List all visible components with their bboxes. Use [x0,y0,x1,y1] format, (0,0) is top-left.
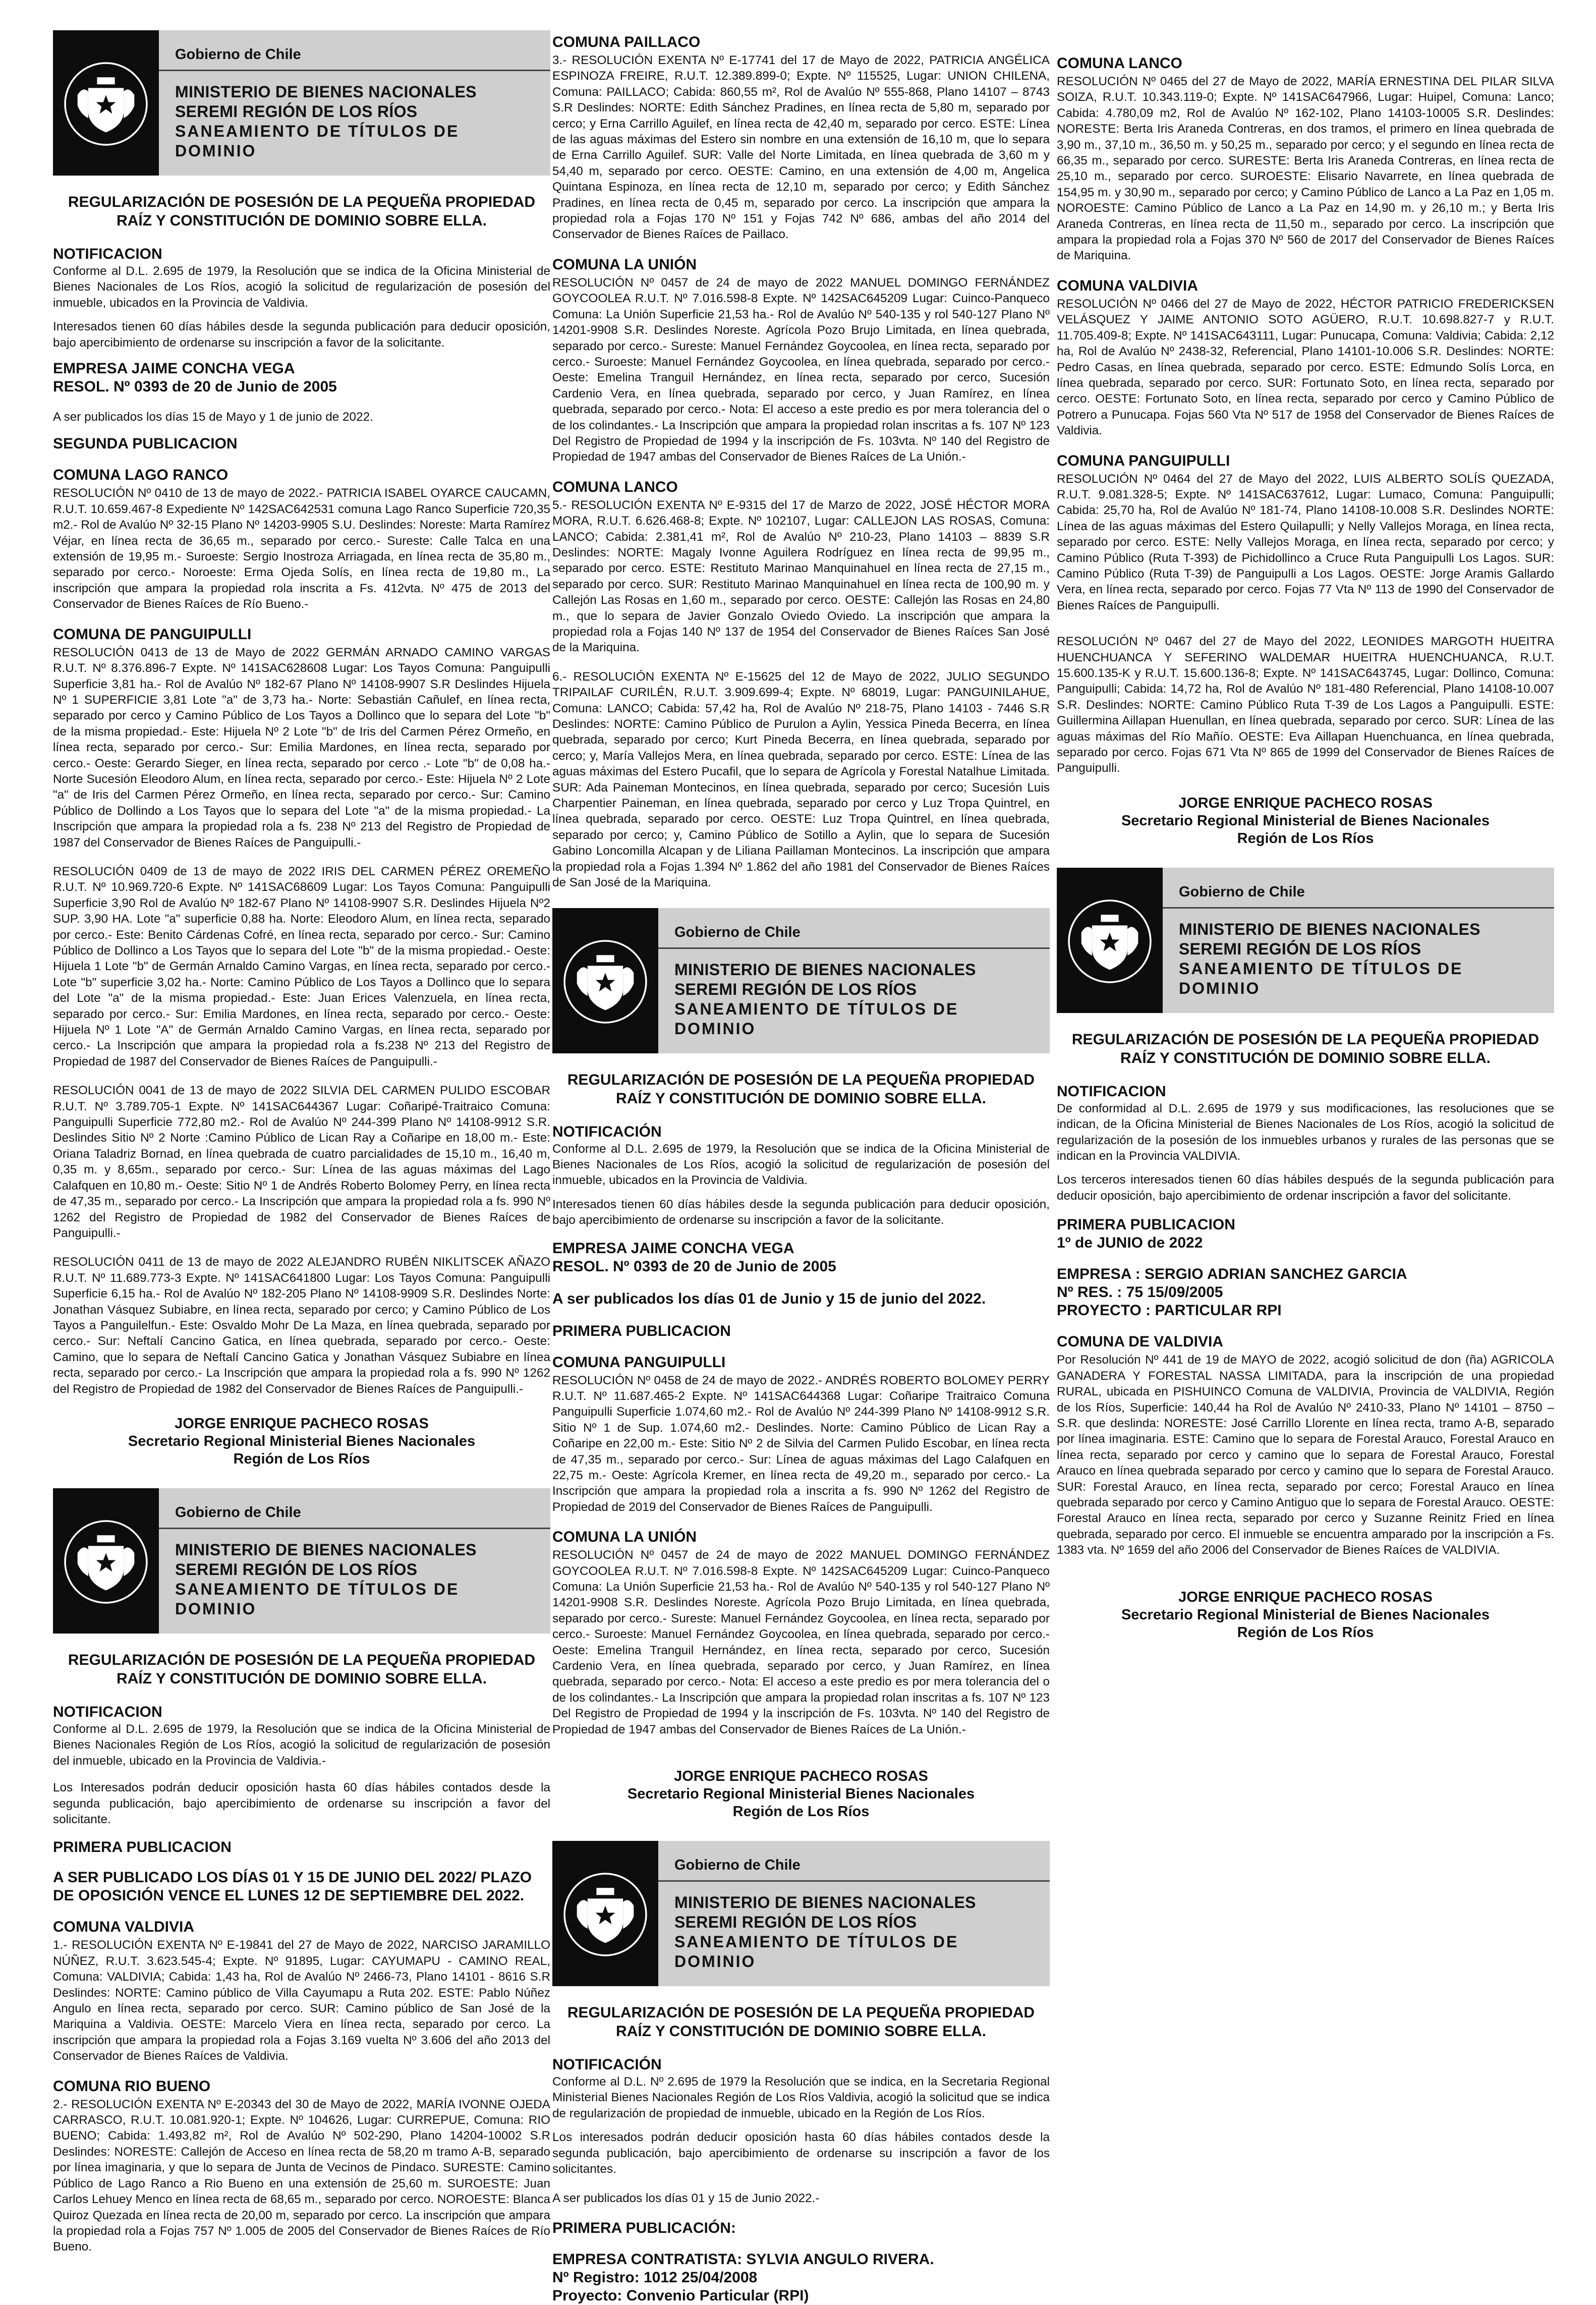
publication-dates: A ser publicados los días 01 y 15 de Junio 2022.- [552,2191,820,2205]
signature-title: Secretario Regional Ministerial Bienes Nacionales [128,1433,476,1449]
notice-header [1057,868,1554,1013]
proyecto-label: PROYECTO : PARTICULAR RPI [1057,1302,1282,1319]
signature-title: Secretario Regional Ministerial de Bienes Nacionales [1121,812,1490,829]
government-shield-logo [552,1841,658,1986]
empresa-label: EMPRESA JAIME CONCHA VEGA [53,360,295,377]
section-title: COMUNA LA UNIÓN [552,256,697,273]
header-seremi: SEREMI REGIÓN DE LOS RÍOS [175,1560,418,1579]
header-divider [1163,907,1554,909]
signature-region: Región de Los Ríos [233,1450,370,1467]
header-government: Gobierno de Chile [1179,883,1305,900]
section-title: COMUNA PAILLACO [552,34,701,50]
signature-name: JORGE ENRIQUE PACHECO ROSAS [175,1415,429,1432]
empresa-label: EMPRESA CONTRATISTA: SYLVIA ANGULO RIVERA. [552,2251,934,2268]
resolution-entry: RESOLUCIÓN 0413 de 13 de Mayo de 2022 GERMÁN ARNADO CAMINO VARGAS R.U.T. Nº 8.376.896-7 Expte. Nº 141SAC628608 Lugar: Los Tayos Comuna: Panguipulli Superficie 3,81 ha.- Rol de Avalúo Nº 182-67 Plano Nº 14108-9907 S.R Deslindes Hijuela Nº 1 SUPERFICIE 3,81 Lote "a" de 3,73 ha.- Norte: Sebastián Cañulef, en línea recta, separado por cerco y Camino Público de Los Tayos a Dollinco que lo separa del Lote "b" de la misma propiedad.- Este: Hijuela Nº 2 Lote "b" de Iris del Carmen Pérez Ormeño, en línea recta, separado por cerco.- Sur: Emilia Mardones, en línea recta, separado por cerco.- Oeste: Gerardo Sieger, en línea recta, separado por cerco .- Lote "b" de 0,08 ha.- Norte Sucesión Eleodoro Alum, en línea recta, separado por cerco.- Este: Hijuela Nº 2 Lote "a" de Iris del Carmen Pérez Ormeño, en línea recta, separado por cerco.- Sur: Camino Público de Dollindo a Los Tayos que lo separa del Lote "a" de la misma propiedad.- La Inscripción que ampara la propiedad rola a fs. 238 Nº 213 del Registro de Propiedad de 1987 del Conservador de Bienes Raíces de Panguipulli.- [53,645,550,850]
resolution-entry: RESOLUCIÓN Nº 0457 de 24 de mayo de 2022 MANUEL DOMINGO FERNÁNDEZ GOYCOOLEA R.U.T. Nº 7.016.598-8 Expte. Nº 142SAC645209 Lugar: Cuinco-Panqueco Comuna: La Unión Superficie 21,53 ha.- Rol de Avalúo Nº 540-135 y rol 540-127 Plano Nº 14201-9908 S.R. Deslindes Noreste. Agrícola Pozo Brujo Limitada, en línea quebrada, separado por cerco.- Sureste: Manuel Fernández Goycoolea, en línea recta, separado por cerco.- Suroeste: Manuel Fernández Goycoolea, en línea quebrada, separado por cerco.- Oeste: Emelina Tranguil Hernández, en línea recta, separado por cerco, Sucesión Cardenio Vera, en línea quebrada, separado por cerco, y Juan Ramírez, en línea quebrada, separado por cerco.- Nota: El acceso a este predio es por mera tolerancia del o de los colindantes.- La Inscripción que ampara la propiedad rolan inscritas a fs. 107 Nº 123 Del Registro de Propiedad de 1994 y la inscripción de Fs. 103vta. Nº 140 del Registro de Propiedad de 1947 ambas del Conservador de Bienes Raíces de La Unión.- [552,1548,1050,1736]
notificacion-text-2: Los interesados podrán deducir oposición hasta 60 días hábiles contados desde la segunda publicación, bajo apercibimiento de ordenarse su inscripción a favor de los solicitantes. [552,2130,1050,2176]
header-seremi: SEREMI REGIÓN DE LOS RÍOS [1179,939,1421,958]
notice-header [552,1841,1050,1986]
signature-region: Región de Los Ríos [1237,1624,1374,1641]
resolution-entry: RESOLUCIÓN Nº 0466 del 27 de Mayo de 2022, HÉCTOR PATRICIO FREDERICKSEN VELÁSQUEZ Y JAIME ANTONIO SOTO AGÜERO, R.U.T. 10.698.827-7 y R.U.T. 11.705.409-8; Expte. Nº 141SAC643111, Lugar: Punucapa, Comuna: Valdivia; Cabida: 2,12 ha, Rol de Avalúo Nº 2438-32, Referencial, Plano 14101-10.006 S.R. Deslindes: NORTE: Pedro Casas, en línea quebrada, separado por cerco. ESTE: Edmundo Solís Lorca, en línea quebrada, separado por cerco. SUR: Fortunato Soto, en línea recta, separado por cerco. OESTE: Fortunato Soto, en línea recta, separado por cerco y Camino Público de Potrero a Punucapa. Fojas 560 Vta Nº 517 de 1958 del Conservador de Bienes Raíces de Valdivia. [1057,297,1554,438]
header-program: SANEAMIENTO DE TÍTULOS DE DOMINIO [674,1933,959,1971]
signature-title: Secretario Regional Ministerial de Bienes Nacionales [1121,1606,1490,1623]
notificacion-text: Conforme al D.L. 2.695 de 1979, la Resolución que se indica de la Oficina Ministerial de Bienes Nacionales de Los Ríos, acogió la solicitud de regularización de posesión del inmueble, ubicados en la Provincia de Valdivia. [552,1142,1050,1188]
resolution-entry: Por Resolución Nº 441 de 19 de MAYO de 2022, acogió solicitud de don (ña) AGRICOLA GANADERA Y FORESTAL NASSA LIMITADA, para la inscripción de una propiedad RURAL, ubicada en PISHUINCO Comuna de VALDIVIA, Provincia de VALDIVIA, Región de los Ríos, Superficie: 140,44 ha Rol de Avalúo Nº 2410-33, Plano Nº 14101 – 8750 – S.R. que deslinda: NORESTE: José Carrillo Llorente en línea recta, tramo A-B, separado por línea imaginaria. ESTE: Camino que lo separa de Forestal Arauco, Forestal Arauco en línea recta, separado por cerco y camino que lo separa de Forestal Arauco, Forestal Arauco en línea quebrada separado por cerco y camino que lo separa de Forestal Arauco. SUR: Forestal Arauco, en línea recta, separado por cerco; Forestal Arauco en línea quebrada separado por cerco y Camino Antiguo que lo separa de Forestal Arauco. OESTE: Forestal Arauco en línea recta, separado por cerco y Suzanne Reinitz Fried en línea quebrada, separado por cerco. El inmueble se encuentra amparado por la inscripción a Fs. 1383 vta. Nº 1659 del año 2006 del Conservador de Bienes Raíces de VALDIVIA. [1057,1353,1554,1557]
primera-publicacion-label: PRIMERA PUBLICACION [53,1839,232,1856]
header-ministry: MINISTERIO DE BIENES NACIONALES [175,1540,477,1559]
signature-region: Región de Los Ríos [732,1804,870,1820]
section-title: COMUNA DE PANGUIPULLI [53,626,252,643]
resolution-entry: RESOLUCIÓN Nº 0467 del 27 de Mayo del 2022, LEONIDES MARGOTH HUEITRA HUENCHUANCA Y SEFERINO WALDEMAR HUEITRA HUENCHUANCA, R.U.T. 15.600.135-K y R.U.T. 15.600.136-8; Expte. Nº 141SAC643745, Lugar: Dollinco, Comuna: Panguipulli; Cabida: 14,72 ha, Rol de Avalúo Nº 181-480 Referencial, Plano 14108-10.007 S.R. Deslindes: NORTE: Camino Público Ruta T-39 de Los Lagos a Panguipulli. ESTE: Guillermina Aillapan Huenullan, en línea quebrada, separado por cerco. SUR: Línea de las aguas máximas del Río Mañío. OESTE: Eva Aillapan Huenchuanca, en línea quebrada, separado por cerco. Fojas 671 Vta Nº 865 de 1999 del Conservador de Bienes Raíces de Panguipulli. [1057,635,1554,775]
notificacion-text-2: Interesados tienen 60 días hábiles desde la segunda publicación para deducir oposición, bajo apercibimiento de ordenarse su inscripción a favor de la solicitante. [552,1197,1050,1227]
government-shield-logo [1057,868,1163,1013]
resolution-entry: RESOLUCIÓN 0411 de 13 de mayo de 2022 ALEJANDRO RUBÉN NIKLITSCEK AÑAZO R.U.T. Nº 11.689.773-3 Expte. Nº 141SAC641800 Lugar: Los Tayos Comuna: Panguipulli Superficie 6,15 ha.- Rol de Avalúo Nº 182-205 Plano Nº 14108-9909 S.R. Deslindes Norte: Jonathan Vásquez Subiabre, en línea recta, separado por cerco; y Camino Público de Los Tayos a Panguilelfun.- Este: Osvaldo Mohr De La Maza, en línea quebrada, separado por cerco.- Sur: Neftalí Cancino Gatica, en línea quebrada, separado por cerco.- Oeste: Camino, que lo separa de Neftalí Cancino Gatica y Jonathan Vásquez Subiabre en línea recta, separado por cerco.- La Inscripción que ampara la propiedad rola a fs. 990 Nº 1262 del Registro de Propiedad de 1982 del Conservador de Bienes Raíces de Panguipulli.- [53,1255,550,1396]
government-shield-logo [53,30,159,176]
column-1 [53,30,550,2263]
signature-block [552,1768,1050,1821]
signature-region: Región de Los Ríos [1237,830,1374,847]
header-program: SANEAMIENTO DE TÍTULOS DE DOMINIO [674,999,959,1038]
signature-name: JORGE ENRIQUE PACHECO ROSAS [1178,795,1433,811]
signature-name: JORGE ENRIQUE PACHECO ROSAS [674,1768,928,1785]
section-title: COMUNA VALDIVIA [1057,277,1198,294]
notificacion-label: NOTIFICACIÓN [552,1123,662,1140]
resolution-entry: RESOLUCIÓN 0041 de 13 de mayo de 2022 SILVIA DEL CARMEN PULIDO ESCOBAR R.U.T. Nº 3.789.705-1 Expte. Nº 141SAC644367 Lugar: Coñaripé-Traitraico Comuna: Panguipulli Superficie 772,80 m2.- Rol de Avalúo Nº 244-399 Plano Nº 14108-9912 S.R. Deslindes Sitio Nº 2 Norte :Camino Público de Lican Ray a Coñaripe en 18,00 m.- Este: Oriana Taladriz Bornad, en línea quebrada de cuatro parcialidades de 15,10 m., 16,40 m, 0,35 m. y 8,65m., separado por cerco.- Sur: Línea de las aguas máximas del Lago Calafquen en 10,80 m.- Oeste: Sitio Nº 1 de Andrés Roberto Bolomey Perry, en línea recta de 47,35 m., separado por cerco.- La Inscripción que ampara la propiedad rola a fs. 990 Nº 1262 del Registro de Propiedad de 1982 del Conservador de Bienes Raíces de Panguipulli.- [53,1084,550,1240]
resolution-entry: RESOLUCIÓN Nº 0464 del 27 de Mayo del 2022, LUIS ALBERTO SOLÍS QUEZADA, R.U.T. 9.081.328-5; Expte. Nº 141SAC637612, Lugar: Lumaco, Comuna: Panguipulli; Cabida: 25,70 ha, Rol de Avalúo Nº 181-74, Plano 14108-10.008 S.R. Deslindes NORTE: Línea de las aguas máximas del Estero Quilapulli; y Nelly Vallejos Moraga, en línea recta, separado por cerco. ESTE: Nelly Vallejos Moraga, en línea recta, separado por cerco; y Camino Público (Ruta T-393) de Pichidollinco a Cruce Ruta Panguipulli Los Lagos. SUR: Camino Público (Ruta T-39) de Panguipulli a Los Lagos. OESTE: Jorge Aramis Gallardo Vera, en línea recta, separado por cerco. Fojas 77 Vta Nº 113 de 1990 del Conservador de Bienes Raíces de Panguipulli. [1057,472,1554,612]
section-title: COMUNA RIO BUENO [53,2077,211,2095]
notificacion-text: De conformidad al D.L. 2.695 de 1979 y sus modificaciones, las resoluciones que se indican, de la Oficina Ministerial de Bienes Nacionales de Los Ríos, acogió la solicitud de regularización de la posesión de los inmuebles urbanos y rurales de las personas que se indican en la Provincia VALDIVIA. [1057,1101,1554,1163]
header-seremi: SEREMI REGIÓN DE LOS RÍOS [674,980,917,998]
header-box [658,1841,1050,1986]
resol-label: RESOL. Nº 0393 de 20 de Junio de 2005 [53,378,337,396]
header-program: SANEAMIENTO DE TÍTULOS DE DOMINIO [175,1580,460,1618]
notice-title: REGULARIZACIÓN DE POSESIÓN DE LA PEQUEÑA PROPIEDAD RAÍZ Y CONSTITUCIÓN DE DOMINIO SOBRE ELLA. [68,194,536,229]
header-ministry: MINISTERIO DE BIENES NACIONALES [1179,920,1480,938]
notice-title: REGULARIZACIÓN DE POSESIÓN DE LA PEQUEÑA PROPIEDAD RAÍZ Y CONSTITUCIÓN DE DOMINIO SOBRE ELLA. [68,1651,536,1687]
notificacion-label: NOTIFICACION [1057,1083,1166,1100]
header-ministry: MINISTERIO DE BIENES NACIONALES [674,960,976,979]
primera-publicacion-label: PRIMERA PUBLICACIÓN: [552,2219,736,2236]
header-box [1163,868,1554,1013]
empresa-label: EMPRESA JAIME CONCHA VEGA [552,1240,794,1257]
publication-dates: A ser publicados los días 15 de Mayo y 1 de junio de 2022. [53,410,373,424]
notificacion-text-2: Los Interesados podrán deducir oposición hasta 60 días hábiles contados desde la segunda publicación, bajo apercibimiento de ordenarse su inscripción a favor del solicitante. [53,1781,550,1826]
registro-label: Nº Registro: 1012 25/04/2008 [552,2269,758,2286]
primera-publicacion-label: PRIMERA PUBLICACION [552,1322,731,1339]
resolution-entry: 2.- RESOLUCIÓN EXENTA Nº E-20343 del 30 de Mayo de 2022, MARÍA IVONNE OJEDA CARRASCO, R.U.T. 10.081.920-1; Expte. Nº 104626, Lugar: CURREPUE, Comuna: RIO BUENO; Cabida: 1.493,82 m², Rol de Avalúo Nº 502-290, Plano 14204-10002 S.R Deslindes: NORESTE: Callejón de Acceso en línea recta de 58,20 m tramo A-B, separado por línea imaginaria, y que lo separa de Junta de Vecinos de Pindaco. SURESTE: Camino Público de Lago Ranco a Rio Bueno en una extensión de 25,60 m. SUROESTE: Juan Carlos Lehuey Menco en línea recta de 68,65 m., separado por cerco. NOROESTE: Blanca Quiroz Quezada en línea recta de 20,00 m, separado por cerco. La inscripción que ampara la propiedad rola a Fojas 757 Nº 1.005 de 2005 del Conservador de Bienes Raíces de Río Bueno. [53,2097,550,2254]
resolution-entry: RESOLUCIÓN Nº 0410 de 13 de mayo de 2022.- PATRICIA ISABEL OYARCE CAUCAMN, R.U.T. 10.659.467-8 Expediente Nº 142SAC642531 comuna Lago Ranco Superficie 720,35 m2.- Rol de Avalúo Nº 32-15 Plano Nº 14203-9905 S.U. Deslindes: Noreste: Marta Ramírez Véjar, en línea recta de 36,65 m., separado por cerco.- Sureste: Calle Talca en una extensión de 19,95 m.- Suroeste: Sergio Inostroza Arriagada, en línea recta de 35,80 m., separado por cerco.- Noroeste: Erma Ojeda Solís, en línea recta de 19,80 m., La inscripción que ampara la propiedad rola inscrita a Fs. 412vta. Nº 475 de 2013 del Conservador de Bienes Raíces de Río Bueno.- [53,486,550,611]
header-seremi: SEREMI REGIÓN DE LOS RÍOS [175,102,418,121]
header-program: SANEAMIENTO DE TÍTULOS DE DOMINIO [1179,959,1463,997]
resolution-entry: 1.- RESOLUCIÓN EXENTA Nº E-19841 del 27 de Mayo de 2022, NARCISO JARAMILLO NÚÑEZ, R.U.T. 3.623.545-4; Expte. Nº 91895, Lugar: CAYUMAPU - CAMINO REAL, Comuna: VALDIVIA; Cabida: 1,43 ha, Rol de Avalúo Nº 2466-73, Plano 14101 - 8616 S.R Deslindes: NORTE: Camino público de Villa Cayumapu a Ruta 202. ESTE: Pablo Núñez Angulo en línea recta, separado por cerco. SUR: Camino público de San José de la Mariquina a Valdivia. OESTE: Marcelo Viera en línea recta, separado por cerco. La inscripción que ampara la propiedad rola a Fojas 3.169 vuelta Nº 3.606 del año 2013 del Conservador de Bienes Raíces de Valdivia. [53,1938,550,2063]
notice-title: REGULARIZACIÓN DE POSESIÓN DE LA PEQUEÑA PROPIEDAD RAÍZ Y CONSTITUCIÓN DE DOMINIO SOBRE ELLA. [567,2004,1035,2040]
signature-name: JORGE ENRIQUE PACHECO ROSAS [1178,1589,1433,1605]
header-program: SANEAMIENTO DE TÍTULOS DE DOMINIO [175,122,460,160]
signature-title: Secretario Regional Ministerial Bienes Nacionales [627,1786,975,1803]
section-title: COMUNA LANCO [552,478,678,495]
header-government: Gobierno de Chile [674,924,801,940]
notice-header [552,908,1050,1053]
notificacion-label: NOTIFICACION [53,1703,162,1720]
government-shield-logo [53,1488,159,1634]
header-divider [159,70,550,71]
notice-title: REGULARIZACIÓN DE POSESIÓN DE LA PEQUEÑA PROPIEDAD RAÍZ Y CONSTITUCIÓN DE DOMINIO SOBRE ELLA. [567,1071,1035,1107]
primera-publicacion-date: 1º de JUNIO de 2022 [1057,1234,1203,1252]
notificacion-label: NOTIFICACIÓN [552,2056,662,2073]
header-box [658,908,1050,1053]
section-title: COMUNA LA UNIÓN [552,1529,697,1546]
section-title: COMUNA LANCO [1057,55,1182,72]
header-seremi: SEREMI REGIÓN DE LOS RÍOS [674,1913,917,1932]
header-divider [159,1528,550,1529]
empresa-label: EMPRESA : SERGIO ADRIAN SANCHEZ GARCIA [1057,1266,1407,1283]
notificacion-text: Conforme al D.L. 2.695 de 1979, la Resolución que se indica de la Oficina Ministerial de Bienes Nacionales de Los Ríos, acogió la solicitud de regularización de posesión del inmueble, ubicados en la Provincia de Valdivia. [53,264,550,310]
segunda-publicacion-label: SEGUNDA PUBLICACION [53,435,238,453]
header-box [159,30,550,176]
primera-publicacion-label: PRIMERA PUBLICACION [1057,1216,1235,1233]
section-title: COMUNA VALDIVIA [53,1919,194,1936]
res-label: Nº RES. : 75 15/09/2005 [1057,1284,1223,1301]
resolution-entry: 6.- RESOLUCIÓN EXENTA Nº E-15625 del 12 de Mayo de 2022, JULIO SEGUNDO TRIPAILAF CURILÉN, R.U.T. 3.909.699-4; Expte. Nº 68019, Lugar: PANGUINILAHUE, Comuna: LANCO; Cabida: 57,42 ha, Rol de Avalúo Nº 218-75, Plano 14103 - 7446 S.R Deslindes: NORTE: Camino Público de Purulon a Aylin, Yessica Pineda Becerra, en línea quebrada, separado por cerco; Kurt Pineda Becerra, en línea quebrada, separado por cerco; y, María Vallejos Mera, en línea quebrada, separado por cerco. ESTE: Línea de las aguas máximas del Estero Pucafil, que lo separa de Agrícola y Forestal Natalhue Limitada. SUR: Ada Paineman Montecinos, en línea quebrada, separado por cerco; Sucesión Luis Charpentier Paineman, en línea quebrada, separado por cerco y Luz Tropa Quintrel, en línea quebrada, separado por cerco. OESTE: Luz Tropa Quintrel, en línea quebrada, separado por cerco; y, Camino Público de Sotillo a Aylin, que lo separa de Sucesión Gabino Loncomilla Alcapan y de Liliana Paillaman Montecinos. La inscripción que ampara la propiedad rola a Fojas 1.394 Nº 1.862 del año 1981 del Conservador de Bienes Raíces de San José de la Mariquina. [552,669,1050,890]
publication-dates: A ser publicados los días 01 de Junio y 15 de junio del 2022. [552,1290,986,1307]
header-box [159,1488,550,1634]
resolution-entry: RESOLUCIÓN 0409 de 13 de mayo de 2022 IRIS DEL CARMEN PÉREZ OREMEÑO R.U.T. Nº 10.969.720-6 Expte. Nº 141SAC68609 Lugar: Los Tayos Comuna: Panguipulli Superficie 3,90 Rol de Avalúo Nº 182-67 Plano Nº 14108-9907 S.R. Deslindes Hijuela Nº2 SUP. 3,90 HA. Lote "a" superficie 0,88 ha. Norte: Eleodoro Alum, en línea recta, separado por cerco.- Este: Benito Cárdenas Cofré, en línea recta, separado por cerco.- Sur: Camino Público de Dollinco a Los Tayos que lo separa del Lote "b" de la misma propiedad.- Oeste: Hijuela 1 Lote "b" de Germán Arnaldo Camino Vargas, en línea recta, separado por cerco.- Lote "b" superficie 3,02 ha.- Norte: Camino Público de Los Tayos a Dollinco que lo separa del Lote "a" de la misma propiedad.- Este: Juan Erices Valenzuela, en línea recta, separado por cerco.- Sur: Emilia Mardones, en línea recta, separado por cerco.- Oeste: Hijuela Nº 1 Lote "A" de Germán Arnaldo Camino Vargas, en línea recta, separado por cerco.- La Inscripción que ampara la propiedad rola a fs.238 Nº 213 del Registro de Propiedad de 1987 del Conservador de Bienes Raíces de Panguipulli.- [53,864,550,1069]
section-title: COMUNA LAGO RANCO [53,467,229,484]
notificacion-text-2: Los terceros interesados tienen 60 días hábiles después de la segunda publicación para deducir oposición, bajo apercibimiento de ordenar inscripción a favor del solicitante. [1057,1173,1554,1203]
section-title: COMUNA PANGUIPULLI [1057,452,1230,469]
resolution-entry: RESOLUCIÓN Nº 0465 del 27 de Mayo de 2022, MARÍA ERNESTINA DEL PILAR SILVA SOIZA, R.U.T. 10.343.119-0; Expte. Nº 141SAC647966, Lugar: Huipel, Comuna: Lanco; Cabida: 4.780,09 m2, Rol de Avalúo Nº 162-102, Plano 14103-10005 S.R. Deslindes: NORESTE: Berta Iris Araneda Contreras, en dos tramos, el primero en línea quebrada de 3,90 m., 37,10 m., 36,50 m. y 50,25 m., separado por cerco; y el segundo en línea recta de 66,35 m., separado por cerco. SURESTE: Berta Iris Araneda Contreras, en línea recta de 25,10 m., separado por cerco. SUROESTE: Elisario Navarrete, en línea quebrada de 154,95 m. y 30,90 m., separado por cerco; y Camino Público de Lanco a La Paz en 1,05 m. NOROESTE: Camino Público de Lanco a La Paz en 14,90 m. y 26,10 m.; y Berta Iris Araneda Contreras, en línea recta de 11,50 m., separado por cerco. La inscripción que ampara la propiedad rola a Fojas 370 Nº 560 de 2017 del Conservador de Bienes Raíces de Mariquina. [1057,75,1554,263]
section-title: COMUNA PANGUIPULLI [552,1354,726,1371]
signature-block [1057,1589,1554,1642]
resolution-entry: RESOLUCIÓN Nº 0457 de 24 de mayo de 2022 MANUEL DOMINGO FERNÁNDEZ GOYCOOLEA R.U.T. Nº 7.016.598-8 Expte. Nº 142SAC645209 Lugar: Cuinco-Panqueco Comuna: La Unión Superficie 21,53 ha.- Rol de Avalúo Nº 540-135 y rol 540-127 Plano Nº 14201-9908 S.R. Deslindes Noreste. Agrícola Pozo Brujo Limitada, en línea quebrada, separado por cerco.- Sureste: Manuel Fernández Goycoolea, en línea recta, separado por cerco.- Suroeste: Manuel Fernández Goycoolea, en línea quebrada, separado por cerco.- Oeste: Emelina Tranguil Hernández, en línea recta, separado por cerco, Sucesión Cardenio Vera, en línea quebrada, separado por cerco, y Juan Ramírez, en línea quebrada, separado por cerco.- Nota: El acceso a este predio es por mera tolerancia del o de los colindantes.- La Inscripción que ampara la propiedad rolan inscritas a fs. 107 Nº 123 Del Registro de Propiedad de 1994 y la inscripción de Fs. 103vta. Nº 140 del Registro de Propiedad de 1947 ambas del Conservador de Bienes Raíces de La Unión.- [552,275,1050,464]
column-3 [1057,54,1554,1662]
government-shield-logo [552,908,658,1053]
resolution-entry: 5.- RESOLUCIÓN EXENTA Nº E-9315 del 17 de Marzo de 2022, JOSÉ HÉCTOR MORA MORA, R.U.T. 6.626.468-8; Expte. Nº 102107, Lugar: CALLEJON LAS ROSAS, Comuna: LANCO; Cabida: 2.381,41 m², Rol de Avalúo Nº 210-23, Plano 14103 – 8839 S.R Deslindes: NORTE: Magaly Ivonne Aguilera Rodríguez en línea recta de 99,95 m., separado por cerco. ESTE: Restituto Marinao Manquinahuel en línea recta de 27,15 m., separado por cerco. SUR: Restituto Marinao Manquinahuel en línea recta de 100,90 m. y Callejón Las Rosas en 1,60 m., separado por cerco. OESTE: Callejón las Rosas en 24,80 m., que lo separa de Javier Gonzalo Oviedo Oviedo. La inscripción que ampara la propiedad rola a Fojas 140 Nº 137 de 1954 del Conservador de Bienes Raíces San José de la Mariquina. [552,498,1050,655]
header-ministry: MINISTERIO DE BIENES NACIONALES [674,1893,976,1912]
header-government: Gobierno de Chile [674,1857,801,1874]
column-2 [552,33,1050,2305]
notice-header [53,30,550,176]
header-government: Gobierno de Chile [175,46,301,63]
notificacion-text-2: Interesados tienen 60 días hábiles desde la segunda publicación para deducir oposición, bajo apercibimiento de ordenarse su inscripción a favor de la solicitante. [53,320,550,350]
notice-header [53,1488,550,1634]
header-government: Gobierno de Chile [175,1504,301,1521]
notice-title: REGULARIZACIÓN DE POSESIÓN DE LA PEQUEÑA PROPIEDAD RAÍZ Y CONSTITUCIÓN DE DOMINIO SOBRE ELLA. [1071,1031,1540,1066]
resolution-entry: RESOLUCIÓN Nº 0458 de 24 de mayo de 2022.- ANDRÉS ROBERTO BOLOMEY PERRY R.U.T. Nº 11.687.465-2 Expte. Nº 141SAC644368 Lugar: Coñaripe Traitraico Comuna Panguipulli Superficie 1.074,60 m2.- Rol de Avalúo Nº 244-399 Plano Nº 14108-9912 S.R. Sitio Nº 1 de Sup. 1.074,60 m2.- Deslindes. Norte: Camino Público de Lican Ray a Coñaripe en 22,00 m.- Este: Sitio Nº 2 de Silvia del Carmen Pulido Escobar, en línea recta de 47,35 m., separado por cerco.- Sur: Línea de aguas máximas del Lago Calafquen en 22,75 m.- Oeste: Agrícola Kremer, en línea recta de 49,20 m., separado por cerco.- La Inscripción que ampara la propiedad rola a inscrita a fs. 990 Nº 1262 del Registro de Propiedad de 2019 del Conservador de Bienes Raíces de Panguipulli. [552,1373,1050,1514]
proyecto-label: Proyecto: Convenio Particular (RPI) [552,2287,809,2304]
header-divider [658,1880,1050,1882]
section-title: COMUNA DE VALDIVIA [1057,1333,1223,1351]
signature-block [1057,795,1554,848]
notificacion-text: Conforme al D.L. 2.695 de 1979, la Resolución que se indica de la Oficina Ministerial de Bienes Nacionales Región de Los Ríos, acogió la solicitud de regularización de posesión del inmueble, ubicado en la Provincia de Valdivia.- [53,1722,550,1768]
header-ministry: MINISTERIO DE BIENES NACIONALES [175,83,477,101]
notificacion-text: Conforme al D.L. Nº 2.695 de 1979 la Resolución que se indica, en la Secretaria Regional Ministerial Bienes Nacionales Región de Los Ríos Valdivia, acogió la solicitud que se indica de regularización de propiedad de inmueble, ubicado en la Región de Los Ríos. [552,2075,1050,2120]
resolution-entry: 3.- RESOLUCIÓN EXENTA Nº E-17741 del 17 de Mayo de 2022, PATRICIA ANGÉLICA ESPINOZA FREIRE, R.U.T. 12.389.899-0; Expte. Nº 115525, Lugar: UNION CHILENA, Comuna: PAILLACO; Cabida: 860,55 m², Rol de Avalúo Nº 555-868, Plano 14107 – 8743 S.R Deslindes: NORTE: Edith Sánchez Pradines, en línea recta de 5,80 m, separado por cerco; y Erna Carrillo Aguilef, en línea recta de 42,40 m, separado por cerco. ESTE: Línea de las aguas máximas del Estero sin nombre en una extensión de 16,10 m, que lo separa de Erna Carrillo Aguilef. SUR: Valle del Norte Limitada, en línea quebrada de 3,60 m y 54,40 m, separado por cerco. OESTE: Camino, en una extensión de 4,00 m, Angelica Quintana Espinoza, en línea recta de 12,10 m, separado por cerco; y Edith Sánchez Pradines, en línea recta de 0,45 m, separado por cerco. La inscripción que ampara la propiedad rola a Fojas 170 Nº 151 y Fojas 742 Nº 686, ambas del año 2014 del Conservador de Bienes Raíces de Paillaco. [552,53,1050,242]
notificacion-label: NOTIFICACION [53,246,162,262]
header-divider [658,947,1050,949]
resol-label: RESOL. Nº 0393 de 20 de Junio de 2005 [552,1258,836,1275]
plazo-oposicion: A SER PUBLICADO LOS DÍAS 01 Y 15 DE JUNIO DEL 2022/ PLAZO DE OPOSICIÓN VENCE EL LUNES 12 DE SEPTIEMBRE DEL 2022. [53,1869,532,1904]
signature-block [53,1415,550,1468]
